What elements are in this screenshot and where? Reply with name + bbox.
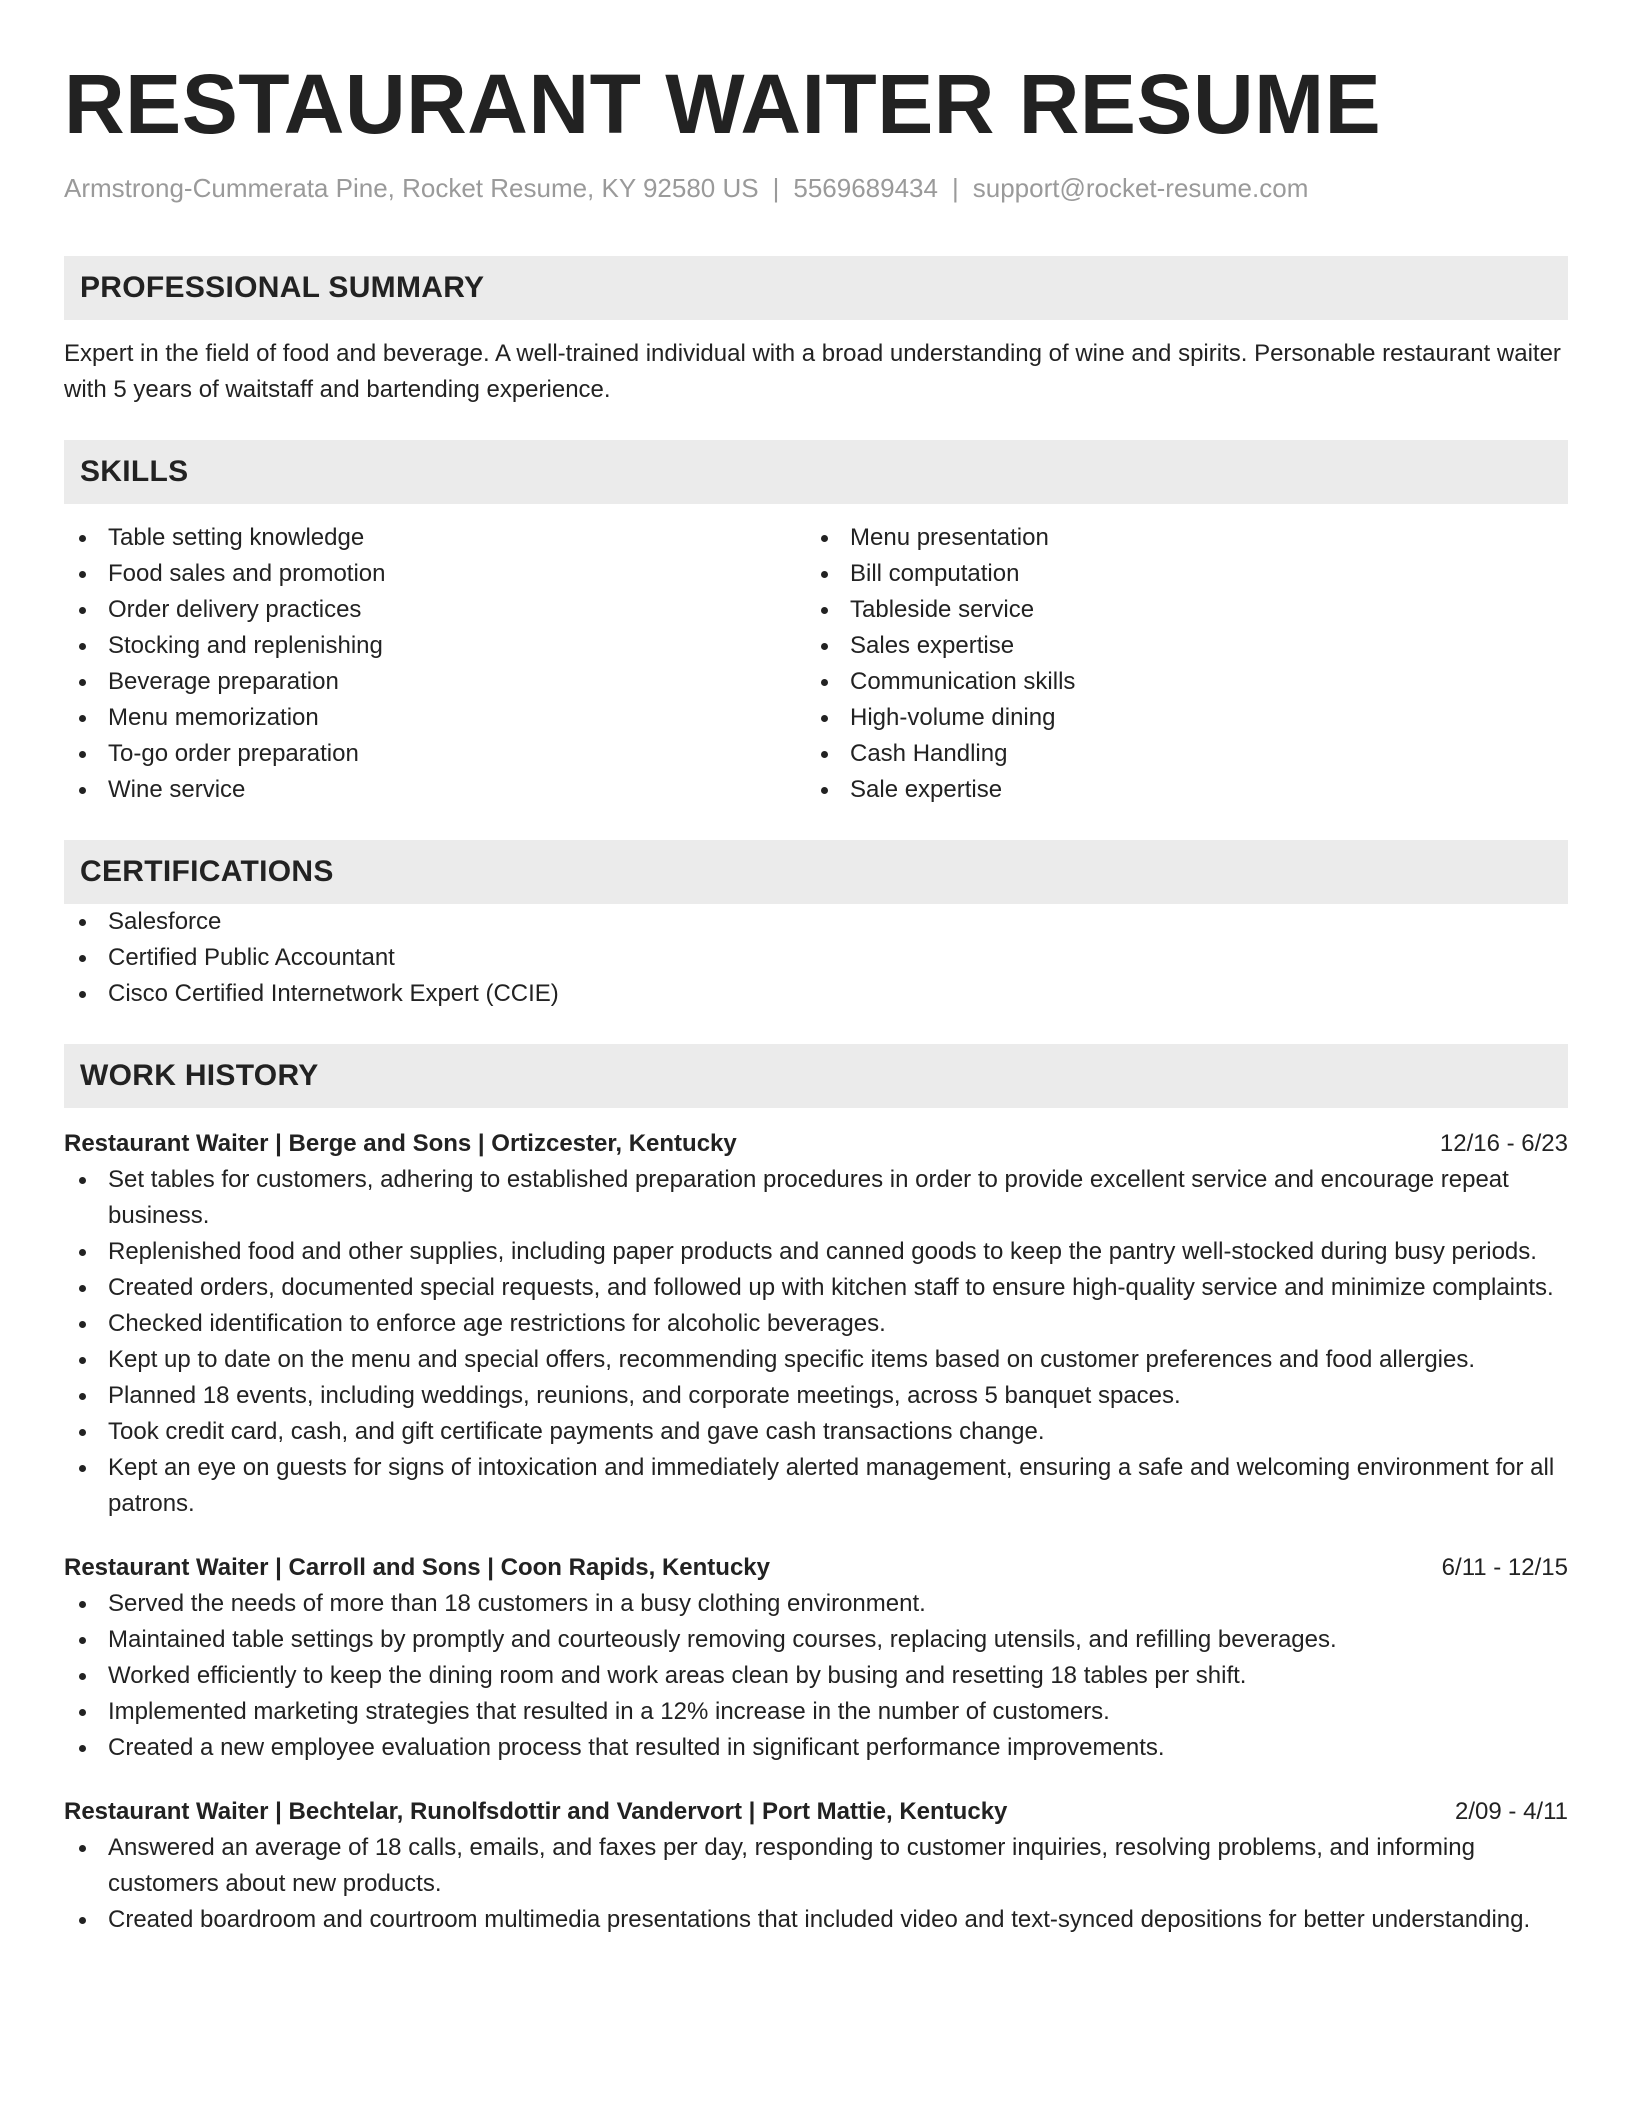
skill-item: Communication skills	[806, 664, 1548, 700]
skills-list-left	[64, 520, 806, 808]
job-bullet: Answered an average of 18 calls, emails, and faxes per day, responding to customer inquiries, resolving problems, and informing customers about new products.	[64, 1830, 1568, 1902]
contact-line	[64, 172, 1568, 204]
contact-separator: |	[951, 173, 959, 203]
contact-separator: |	[772, 173, 780, 203]
job-bullet: Set tables for customers, adhering to established preparation procedures in order to provide excellent service and encourage repeat business.	[64, 1162, 1568, 1234]
job-entry	[64, 1794, 1568, 1938]
skill-item: Stocking and replenishing	[64, 628, 806, 664]
contact-email: support@rocket-resume.com	[972, 173, 1309, 203]
job-header	[64, 1794, 1568, 1830]
job-bullet: Created a new employee evaluation process that resulted in significant performance improvements.	[64, 1730, 1568, 1766]
skills-column-left	[64, 520, 806, 808]
job-bullet: Replenished food and other supplies, including paper products and canned goods to keep the pantry well-stocked during busy periods.	[64, 1234, 1568, 1270]
skill-item: Food sales and promotion	[64, 556, 806, 592]
job-bullet: Served the needs of more than 18 customers in a busy clothing environment.	[64, 1586, 1568, 1622]
skills-column-right	[806, 520, 1548, 808]
resume-title: RESTAURANT WAITER RESUME	[64, 57, 1382, 151]
section-header-certifications: CERTIFICATIONS	[64, 840, 1568, 904]
job-bullet: Created boardroom and courtroom multimedia presentations that included video and text-synced depositions for better understanding.	[64, 1902, 1568, 1938]
skill-item: Menu presentation	[806, 520, 1548, 556]
skill-item: Bill computation	[806, 556, 1548, 592]
skill-item: Sale expertise	[806, 772, 1548, 808]
skill-item: Cash Handling	[806, 736, 1548, 772]
job-bullet: Created orders, documented special requests, and followed up with kitchen staff to ensure high-quality service and minimize complaints.	[64, 1270, 1568, 1306]
job-bullet-list	[64, 1830, 1568, 1938]
skill-item: Wine service	[64, 772, 806, 808]
section-header-work-history: WORK HISTORY	[64, 1044, 1568, 1108]
job-bullet: Implemented marketing strategies that resulted in a 12% increase in the number of customers.	[64, 1694, 1568, 1730]
skills-columns	[64, 520, 1568, 808]
skill-item: Beverage preparation	[64, 664, 806, 700]
summary-text: Expert in the field of food and beverage. A well-trained individual with a broad understanding of wine and spirits. Personable restaurant waiter with 5 years of waitstaff and bartending experience.	[64, 340, 1561, 403]
job-header	[64, 1550, 1568, 1586]
job-title: Restaurant Waiter | Bechtelar, Runolfsdottir and Vandervort | Port Mattie, Kentucky	[64, 1798, 1008, 1825]
job-title: Restaurant Waiter | Berge and Sons | Ortizcester, Kentucky	[64, 1130, 737, 1157]
job-dates: 12/16 - 6/23	[1439, 1130, 1568, 1157]
job-bullet: Worked efficiently to keep the dining room and work areas clean by busing and resetting 18 tables per shift.	[64, 1658, 1568, 1694]
skill-item: Sales expertise	[806, 628, 1548, 664]
job-bullet: Planned 18 events, including weddings, reunions, and corporate meetings, across 5 banquet spaces.	[64, 1378, 1568, 1414]
certification-item: Certified Public Accountant	[64, 940, 1568, 976]
job-bullet: Checked identification to enforce age restrictions for alcoholic beverages.	[64, 1306, 1568, 1342]
job-bullet: Took credit card, cash, and gift certificate payments and gave cash transactions change.	[64, 1414, 1568, 1450]
skill-item: Table setting knowledge	[64, 520, 806, 556]
job-bullet-list	[64, 1162, 1568, 1522]
job-dates: 6/11 - 12/15	[1441, 1554, 1568, 1581]
job-bullet: Maintained table settings by promptly and courteously removing courses, replacing utensils, and refilling beverages.	[64, 1622, 1568, 1658]
contact-phone: 5569689434	[793, 173, 938, 203]
skill-item: Menu memorization	[64, 700, 806, 736]
job-bullet: Kept up to date on the menu and special offers, recommending specific items based on customer preferences and food allergies.	[64, 1342, 1568, 1378]
section-header-summary: PROFESSIONAL SUMMARY	[64, 256, 1568, 320]
skills-list-right	[806, 520, 1548, 808]
contact-address: Armstrong-Cummerata Pine, Rocket Resume, KY 92580 US	[64, 173, 759, 203]
certifications-list	[64, 904, 1568, 1012]
section-header-skills: SKILLS	[64, 440, 1568, 504]
job-bullet-list	[64, 1586, 1568, 1766]
skill-item: Order delivery practices	[64, 592, 806, 628]
certification-item: Salesforce	[64, 904, 1568, 940]
skill-item: To-go order preparation	[64, 736, 806, 772]
job-title: Restaurant Waiter | Carroll and Sons | Coon Rapids, Kentucky	[64, 1554, 770, 1581]
skill-item: High-volume dining	[806, 700, 1548, 736]
job-bullet: Kept an eye on guests for signs of intoxication and immediately alerted management, ensuring a safe and welcoming environment for all patrons.	[64, 1450, 1568, 1522]
job-dates: 2/09 - 4/11	[1455, 1798, 1568, 1825]
skill-item: Tableside service	[806, 592, 1548, 628]
job-header	[64, 1126, 1568, 1162]
job-entry	[64, 1550, 1568, 1766]
certification-item: Cisco Certified Internetwork Expert (CCIE)	[64, 976, 1568, 1012]
job-entry	[64, 1126, 1568, 1522]
